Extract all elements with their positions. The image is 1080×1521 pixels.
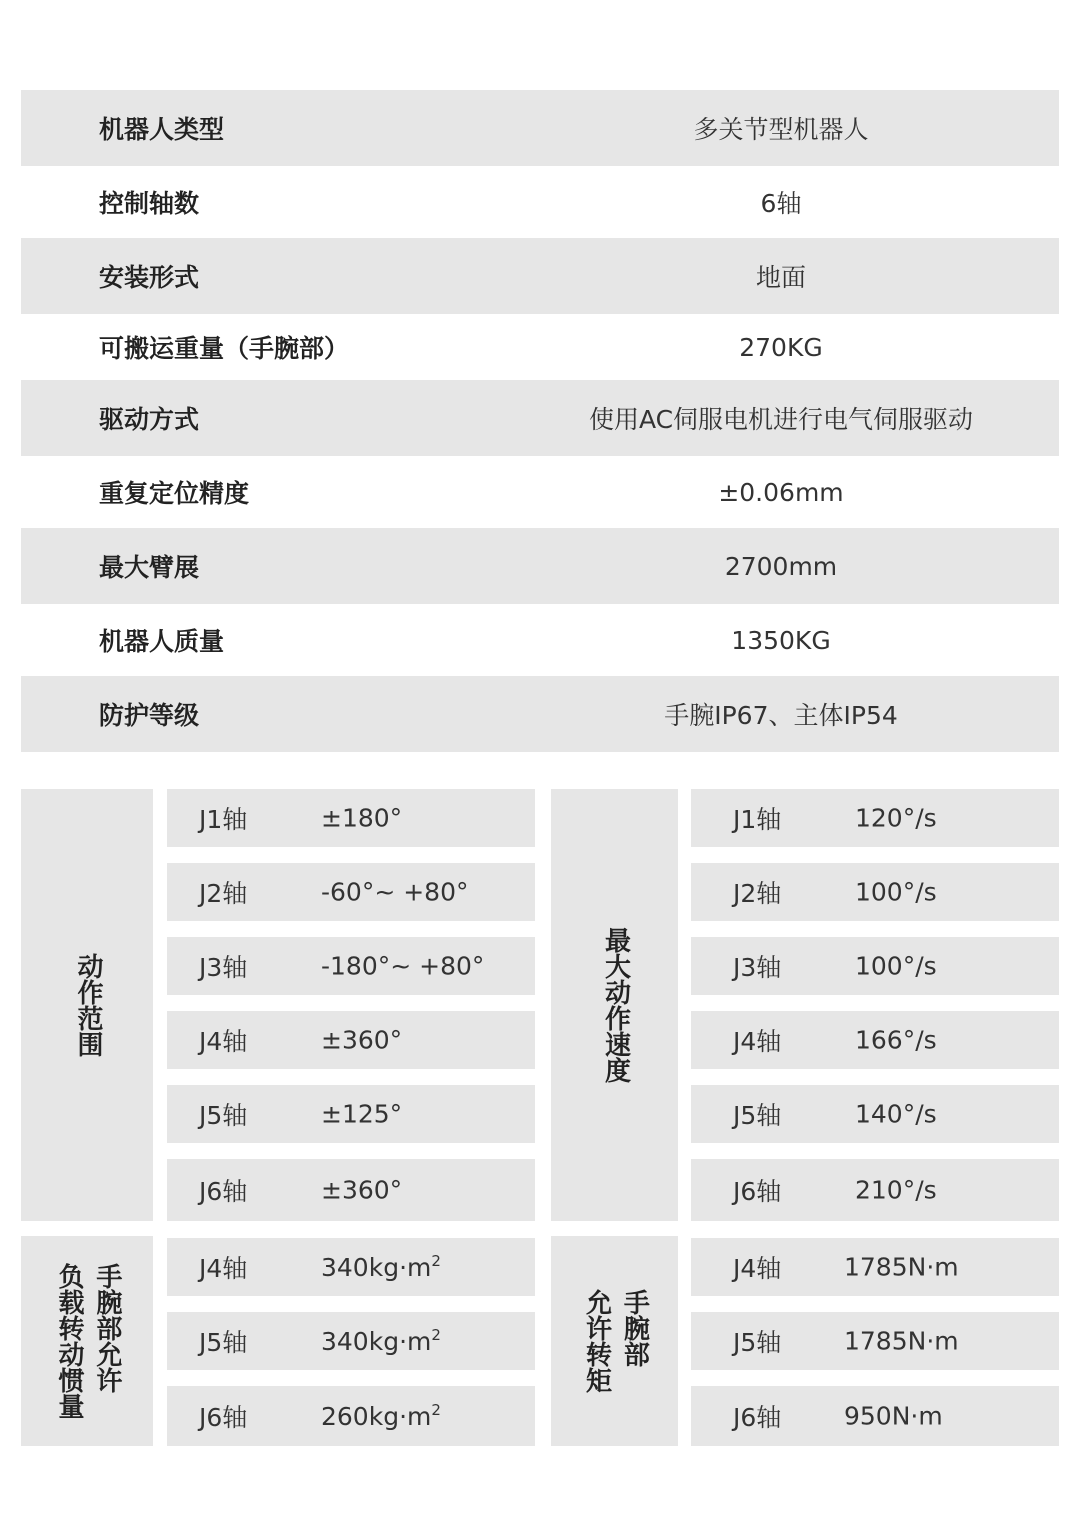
spec-row-repeatability (21, 456, 1059, 528)
max-speed-row (691, 937, 1059, 995)
max-speed-row (691, 1085, 1059, 1143)
spec-label: 安装形式 (99, 263, 200, 292)
spec-value: 地面 (755, 263, 806, 292)
motion-range-row (167, 1159, 535, 1221)
axis-value: 1785N·m (844, 1252, 959, 1282)
superscript: 2 (431, 1326, 441, 1344)
axis-value: 140°/s (855, 1099, 937, 1129)
axis-value: ±360° (321, 1025, 403, 1055)
torque-label (551, 1236, 678, 1446)
spec-row-drive (21, 380, 1059, 456)
axis-value: 210°/s (855, 1175, 937, 1205)
axis-label: J6轴 (733, 1177, 782, 1206)
inertia-label-columns (53, 1263, 121, 1419)
axis-label: J4轴 (733, 1254, 782, 1283)
spec-value: 270KG (739, 332, 823, 362)
torque-row (691, 1238, 1059, 1296)
axis-label: J1轴 (733, 805, 782, 834)
spec-row-robot-type (21, 90, 1059, 166)
motion-range-row (167, 789, 535, 847)
spec-label: 机器人质量 (99, 627, 225, 656)
max-speed-label (551, 789, 678, 1221)
axis-label: J6轴 (199, 1177, 248, 1206)
superscript: 2 (431, 1401, 441, 1419)
max-speed-row (691, 789, 1059, 847)
inertia-row (167, 1238, 535, 1296)
spec-label: 驱动方式 (99, 405, 200, 434)
axis-label: J5轴 (733, 1101, 782, 1130)
axis-value (321, 1326, 441, 1356)
inertia-value-text: 260kg·m (321, 1402, 432, 1431)
axis-label: J6轴 (733, 1403, 782, 1432)
motion-range-row (167, 1011, 535, 1069)
axis-label: J4轴 (199, 1254, 248, 1283)
axis-label: J3轴 (733, 953, 782, 982)
motion-range-row (167, 937, 535, 995)
spec-label: 重复定位精度 (99, 479, 250, 508)
inertia-value-text: 340kg·m (321, 1327, 432, 1356)
axis-value: 1785N·m (844, 1326, 959, 1356)
axis-value: -180°~ +80° (321, 951, 485, 981)
torque-row (691, 1386, 1059, 1446)
axis-value: ±125° (321, 1099, 403, 1129)
axis-value: 166°/s (855, 1025, 937, 1055)
spec-value: 多关节型机器人 (693, 115, 869, 144)
axis-value: -60°~ +80° (321, 877, 469, 907)
axis-value: ±360° (321, 1175, 403, 1205)
spec-label: 控制轴数 (99, 189, 200, 218)
spec-value: 1350KG (731, 625, 831, 655)
torque-label-line1: 手腕部 (619, 1289, 650, 1367)
axis-label: J5轴 (199, 1101, 248, 1130)
axis-label: J5轴 (199, 1328, 248, 1357)
spec-label: 可搬运重量（手腕部） (99, 334, 350, 363)
spec-row-payload (21, 314, 1059, 380)
axis-value (321, 1401, 441, 1431)
inertia-row (167, 1312, 535, 1370)
torque-label-line2: 允许转矩 (581, 1289, 612, 1393)
inertia-row (167, 1386, 535, 1446)
motion-range-label (21, 789, 153, 1221)
axis-label: J2轴 (733, 879, 782, 908)
spec-label: 最大臂展 (99, 553, 200, 582)
motion-range-title: 动作范围 (72, 953, 103, 1057)
spec-row-max-reach (21, 528, 1059, 604)
axis-label: J1轴 (199, 805, 248, 834)
spec-value: 2700mm (724, 551, 838, 581)
axis-value: 950N·m (844, 1401, 943, 1431)
inertia-label (21, 1236, 153, 1446)
axis-label: J4轴 (199, 1027, 248, 1056)
torque-label-columns (581, 1289, 649, 1393)
axis-value: 100°/s (855, 951, 937, 981)
inertia-label-line2: 负载转动惯量 (54, 1263, 84, 1419)
max-speed-row (691, 1011, 1059, 1069)
spec-value: 使用AC伺服电机进行电气伺服驱动 (588, 405, 974, 434)
spec-row-robot-mass (21, 604, 1059, 676)
spec-value: 手腕IP67、主体IP54 (664, 701, 898, 730)
torque-row (691, 1312, 1059, 1370)
spec-value: 6轴 (760, 189, 802, 218)
spec-row-control-axes (21, 166, 1059, 238)
spec-label: 机器人类型 (99, 115, 225, 144)
axis-value: ±180° (321, 803, 403, 833)
inertia-value-text: 340kg·m (321, 1253, 432, 1282)
axis-value: 120°/s (855, 803, 937, 833)
axis-label: J3轴 (199, 953, 248, 982)
inertia-label-line1: 手腕部允许 (91, 1263, 122, 1393)
spec-value: ±0.06mm (718, 477, 844, 507)
axis-value: 100°/s (855, 877, 937, 907)
motion-range-row (167, 863, 535, 921)
axis-label: J6轴 (199, 1403, 248, 1432)
spec-table (21, 90, 1059, 752)
spec-label: 防护等级 (99, 701, 200, 730)
axis-label: J2轴 (199, 879, 248, 908)
max-speed-row (691, 1159, 1059, 1221)
spec-row-mounting (21, 238, 1059, 314)
axis-value (321, 1252, 441, 1282)
max-speed-row (691, 863, 1059, 921)
superscript: 2 (431, 1252, 441, 1270)
max-speed-title: 最大动作速度 (600, 927, 631, 1083)
axis-label: J5轴 (733, 1328, 782, 1357)
spec-row-protection (21, 676, 1059, 752)
axis-label: J4轴 (733, 1027, 782, 1056)
motion-range-row (167, 1085, 535, 1143)
